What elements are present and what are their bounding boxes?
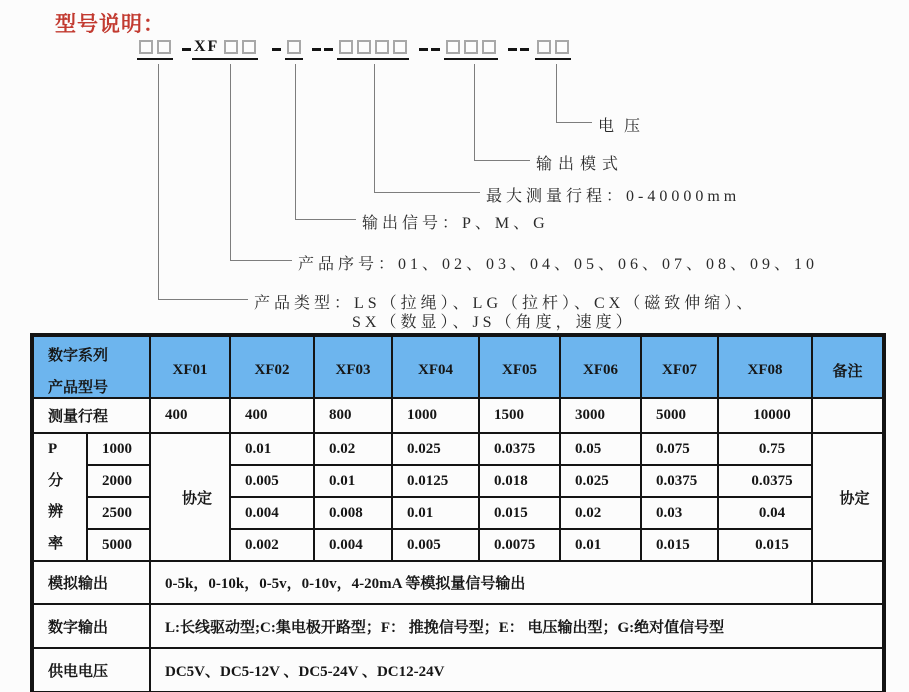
res-1000-xf04: 0.025: [392, 433, 479, 465]
res-2500-xf05: 0.015: [479, 497, 560, 529]
header-xf04: XF04: [392, 335, 479, 398]
resolution-label: [32, 433, 87, 561]
analog-output-label: 模拟输出: [32, 561, 150, 604]
digital-output-label: 数字输出: [32, 604, 150, 648]
resolution-sub-2000: 2000: [87, 465, 150, 497]
label-voltage: 电压: [598, 118, 651, 135]
travel-xf06: 3000: [560, 398, 641, 433]
code-box: [287, 40, 301, 54]
code-box: [482, 40, 496, 54]
resolution-label-char: 分: [48, 472, 64, 489]
res-5000-xf04: 0.005: [392, 529, 479, 561]
connector-line: [295, 64, 296, 220]
dash-separator: [508, 48, 517, 51]
header-series-line1: 数字系列: [48, 348, 109, 364]
connector-line: [158, 64, 159, 300]
res-1000-xf02: 0.01: [230, 433, 314, 465]
connector-line: [295, 219, 356, 220]
model-code-group-4: [337, 40, 409, 60]
connector-line: [474, 64, 475, 161]
dash-separator: [520, 48, 529, 51]
code-box: [537, 40, 551, 54]
label-product-type-line1: 产品类型：LS（拉绳）、LG（拉杆）、CX（磁致伸缩）、: [254, 295, 757, 312]
travel-row: [32, 398, 884, 433]
resolution-label-char: 辨: [48, 504, 64, 520]
header-xf08: XF08: [718, 335, 812, 398]
travel-xf05: 1500: [479, 398, 560, 433]
analog-output-remark: [812, 561, 884, 604]
travel-xf08: 10000: [718, 398, 812, 433]
connector-line: [230, 260, 292, 261]
header-xf02: XF02: [230, 335, 314, 398]
dash-separator: [324, 48, 333, 51]
resolution-label-char: P: [48, 441, 58, 457]
res-2000-xf02: 0.005: [230, 465, 314, 497]
res-5000-xf02: 0.002: [230, 529, 314, 561]
model-code-group-2: [192, 40, 258, 60]
header-series-label: [32, 335, 150, 398]
res-5000-xf08: 0.015: [718, 529, 812, 561]
code-box: [393, 40, 407, 54]
header-xf05: XF05: [479, 335, 560, 398]
res-2500-xf02: 0.004: [230, 497, 314, 529]
res-1000-xf08: 0.75: [718, 433, 812, 465]
header-xf06: XF06: [560, 335, 641, 398]
label-product-serial: 产品序号：01、02、03、04、05、06、07、08、09、10: [298, 256, 819, 273]
power-voltage-row: [32, 648, 884, 692]
label-output-signal: 输出信号：P、M、G: [362, 215, 549, 232]
power-voltage-content: DC5V、DC5-12V 、DC5-24V 、DC12-24V: [150, 648, 884, 692]
code-box: [375, 40, 389, 54]
dash-separator: [431, 48, 440, 51]
resolution-xf01-agreement: 协定: [150, 433, 230, 561]
code-box: [157, 40, 171, 54]
connector-line: [374, 192, 480, 193]
connector-line: [230, 64, 231, 261]
header-series-line2: 产品型号: [48, 380, 109, 396]
res-2000-xf03: 0.01: [314, 465, 392, 497]
code-box: [555, 40, 569, 54]
code-box: [446, 40, 460, 54]
connector-line: [556, 122, 592, 123]
analog-output-content: 0-5k，0-10k，0-5v，0-10v，4-20mA 等模拟量信号输出: [150, 561, 812, 604]
code-box: [357, 40, 371, 54]
travel-xf02: 400: [230, 398, 314, 433]
header-xf07: XF07: [641, 335, 718, 398]
res-1000-xf03: 0.02: [314, 433, 392, 465]
res-2500-xf08: 0.04: [718, 497, 812, 529]
header-xf03: XF03: [314, 335, 392, 398]
res-2500-xf04: 0.01: [392, 497, 479, 529]
resolution-label-char: 率: [48, 535, 64, 552]
travel-label: 测量行程: [32, 398, 150, 433]
resolution-row-1000: [32, 433, 884, 465]
resolution-sub-1000: 1000: [87, 433, 150, 465]
power-voltage-label: 供电电压: [32, 648, 150, 692]
res-2500-xf03: 0.008: [314, 497, 392, 529]
res-5000-xf03: 0.004: [314, 529, 392, 561]
res-5000-xf07: 0.015: [641, 529, 718, 561]
res-2000-xf05: 0.018: [479, 465, 560, 497]
res-2000-xf04: 0.0125: [392, 465, 479, 497]
res-2000-xf06: 0.025: [560, 465, 641, 497]
spec-table: [30, 333, 886, 692]
connector-line: [474, 160, 530, 161]
code-box: [339, 40, 353, 54]
travel-xf03: 800: [314, 398, 392, 433]
header-row: [32, 335, 884, 398]
res-1000-xf06: 0.05: [560, 433, 641, 465]
dash-separator: [272, 48, 281, 51]
resolution-remark-agreement: 协定: [812, 433, 884, 561]
res-2500-xf06: 0.02: [560, 497, 641, 529]
model-code-group-1: [137, 40, 173, 60]
dash-separator: [312, 48, 321, 51]
analog-output-row: [32, 561, 884, 604]
travel-remark: [812, 398, 884, 433]
res-2000-xf08: 0.0375: [718, 465, 812, 497]
header-remark: 备注: [812, 335, 884, 398]
code-box: [224, 40, 238, 54]
travel-xf04: 1000: [392, 398, 479, 433]
res-2000-xf07: 0.0375: [641, 465, 718, 497]
res-2500-xf07: 0.03: [641, 497, 718, 529]
resolution-sub-5000: 5000: [87, 529, 150, 561]
label-product-type-line2: SX（数显）、JS（角度，速度）: [352, 314, 636, 331]
model-code-group-6: [535, 40, 571, 60]
dash-separator: [182, 48, 191, 51]
model-code-group-5: [444, 40, 498, 60]
res-5000-xf05: 0.0075: [479, 529, 560, 561]
label-max-stroke: 最大测量行程：0-40000mm: [486, 188, 741, 205]
code-box: [242, 40, 256, 54]
connector-line: [556, 64, 557, 123]
header-xf01: XF01: [150, 335, 230, 398]
connector-line: [374, 64, 375, 193]
digital-output-content: L:长线驱动型;C:集电极开路型；F： 推挽信号型；E： 电压输出型；G:绝对值信号型: [150, 604, 884, 648]
code-box: [139, 40, 153, 54]
res-1000-xf05: 0.0375: [479, 433, 560, 465]
travel-xf01: 400: [150, 398, 230, 433]
code-prefix: XF: [194, 38, 220, 55]
label-output-mode: 输出模式: [536, 156, 625, 173]
dash-separator: [419, 48, 428, 51]
digital-output-row: [32, 604, 884, 648]
code-box: [464, 40, 478, 54]
res-5000-xf06: 0.01: [560, 529, 641, 561]
model-code-group-3: [285, 40, 303, 60]
travel-xf07: 5000: [641, 398, 718, 433]
connector-line: [158, 299, 248, 300]
page-title: 型号说明：: [55, 13, 165, 36]
resolution-sub-2500: 2500: [87, 497, 150, 529]
res-1000-xf07: 0.075: [641, 433, 718, 465]
